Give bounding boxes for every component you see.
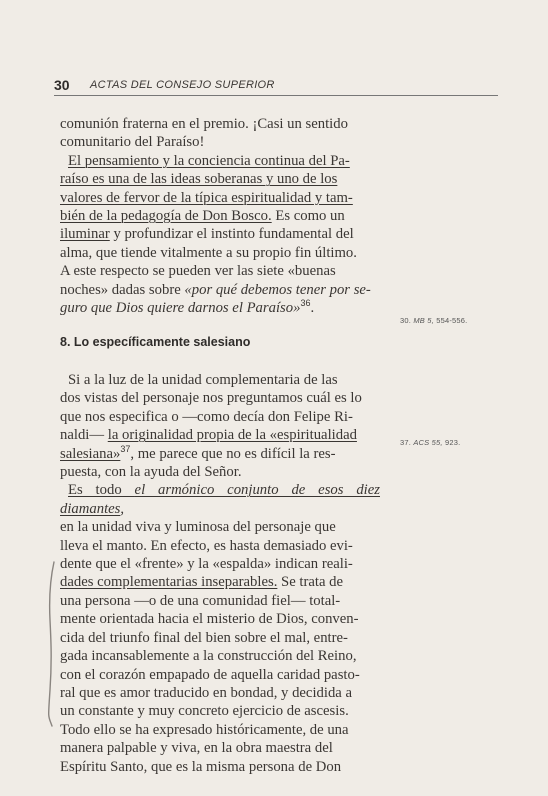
underlined-text: la originalidad propia de la «espiritualidad: [107, 427, 357, 444]
text-line: .: [310, 300, 315, 317]
footnote-ref-36: 36: [300, 298, 311, 309]
underlined-text: iluminar: [60, 226, 110, 243]
text-line: Si a la luz de la unidad complementaria de las: [68, 372, 338, 388]
text-line: A este respecto se pueden ver las siete «buenas: [60, 263, 336, 280]
pencil-margin-mark: [44, 560, 62, 728]
page-number: 30: [54, 77, 70, 93]
note-pages: 554-556.: [436, 316, 468, 325]
paragraph-4: [60, 481, 380, 776]
text-line: dos vistas del personaje nos preguntamos cuál es lo: [60, 390, 362, 407]
body-text-top: [60, 115, 380, 317]
page-header: [54, 77, 498, 97]
section-heading: 8. Lo específicamente salesiano: [60, 335, 251, 349]
text-line: comunitario del Paraíso!: [60, 134, 205, 151]
text-line: y profundizar el instinto fundamental del: [109, 226, 354, 243]
underlined-text: salesiana»: [60, 445, 121, 462]
underlined-text: dades complementarias inseparables.: [60, 574, 278, 591]
text-line: una persona —o de una comunidad fiel— total-: [60, 592, 341, 609]
text-line: gada incansablemente a la construcción del Reino,: [60, 648, 357, 665]
body-text-bottom: [60, 371, 380, 776]
italic-text: el armónico conjunto de esos diez diamantes: [60, 482, 380, 517]
text-line: un constante y muy concreto ejercicio de ascesis.: [60, 703, 349, 720]
text-line: alma, que tiende vitalmente a su propio fin último.: [60, 244, 357, 261]
text-line: con el corazón empapado de aquella caridad pasto-: [60, 666, 360, 683]
header-rule: [54, 95, 498, 96]
text-line: naldi—: [60, 427, 108, 444]
note-number: 30.: [400, 316, 412, 325]
note-source: MB 5,: [413, 316, 434, 325]
margin-note-37: [400, 438, 460, 447]
text-line: lleva el manto. En efecto, es hasta demasiado evi-: [60, 537, 353, 554]
text-line: noches» dadas sobre: [60, 281, 185, 298]
running-title: ACTAS DEL CONSEJO SUPERIOR: [90, 79, 275, 91]
text-line: ral que es amor traducido en bondad, y decidida a: [60, 684, 353, 701]
text-line: Es como un: [271, 208, 345, 225]
underlined-text: valores de fervor de la típica espiritualidad y tam-: [60, 189, 353, 206]
paragraph-2: [60, 152, 380, 318]
underlined-text: raíso es una de las ideas soberanas y uno de los: [60, 171, 338, 188]
text-line: Se trata de: [277, 574, 344, 591]
note-number: 37.: [400, 438, 412, 447]
underlined-text: bién de la pedagogía de Don Bosco.: [60, 208, 272, 225]
margin-note-30: [400, 316, 467, 325]
text-line: dente que el «frente» y la «espalda» indican reali-: [60, 556, 353, 573]
text-line: que nos especifica o —como decía don Felipe Ri-: [60, 408, 353, 425]
text-line: comunión fraterna en el premio. ¡Casi un sentido: [60, 116, 348, 132]
text-line: puesta, con la ayuda del Señor.: [60, 464, 242, 481]
underlined-text: Es todo: [68, 482, 135, 499]
text-line: Todo ello se ha expresado históricamente, de una: [60, 721, 349, 738]
italic-text: «por qué debemos tener por se-: [184, 281, 371, 298]
paragraph-3: [60, 371, 380, 481]
footnote-ref-37: 37: [120, 443, 131, 454]
note-source: ACS 55,: [413, 438, 443, 447]
text-line: en la unidad viva y luminosa del personaje que: [60, 519, 336, 536]
text-line: Espíritu Santo, que es la misma persona de Don: [60, 758, 342, 775]
text-line: , me parece que no es difícil la res-: [130, 445, 336, 462]
text-line: mente orientada hacia el misterio de Dios, conven-: [60, 611, 359, 628]
underlined-text: El pensamiento y la conciencia continua del Pa-: [68, 152, 350, 169]
paragraph-1: [60, 115, 380, 152]
text-line: cida del triunfo final del bien sobre el mal, entre-: [60, 629, 348, 646]
italic-text: guro que Dios quiere darnos el Paraíso»: [60, 300, 301, 317]
text-line: manera palpable y viva, en la obra maestra del: [60, 740, 333, 757]
note-pages: 923.: [444, 438, 461, 447]
text-line: ,: [120, 500, 125, 517]
